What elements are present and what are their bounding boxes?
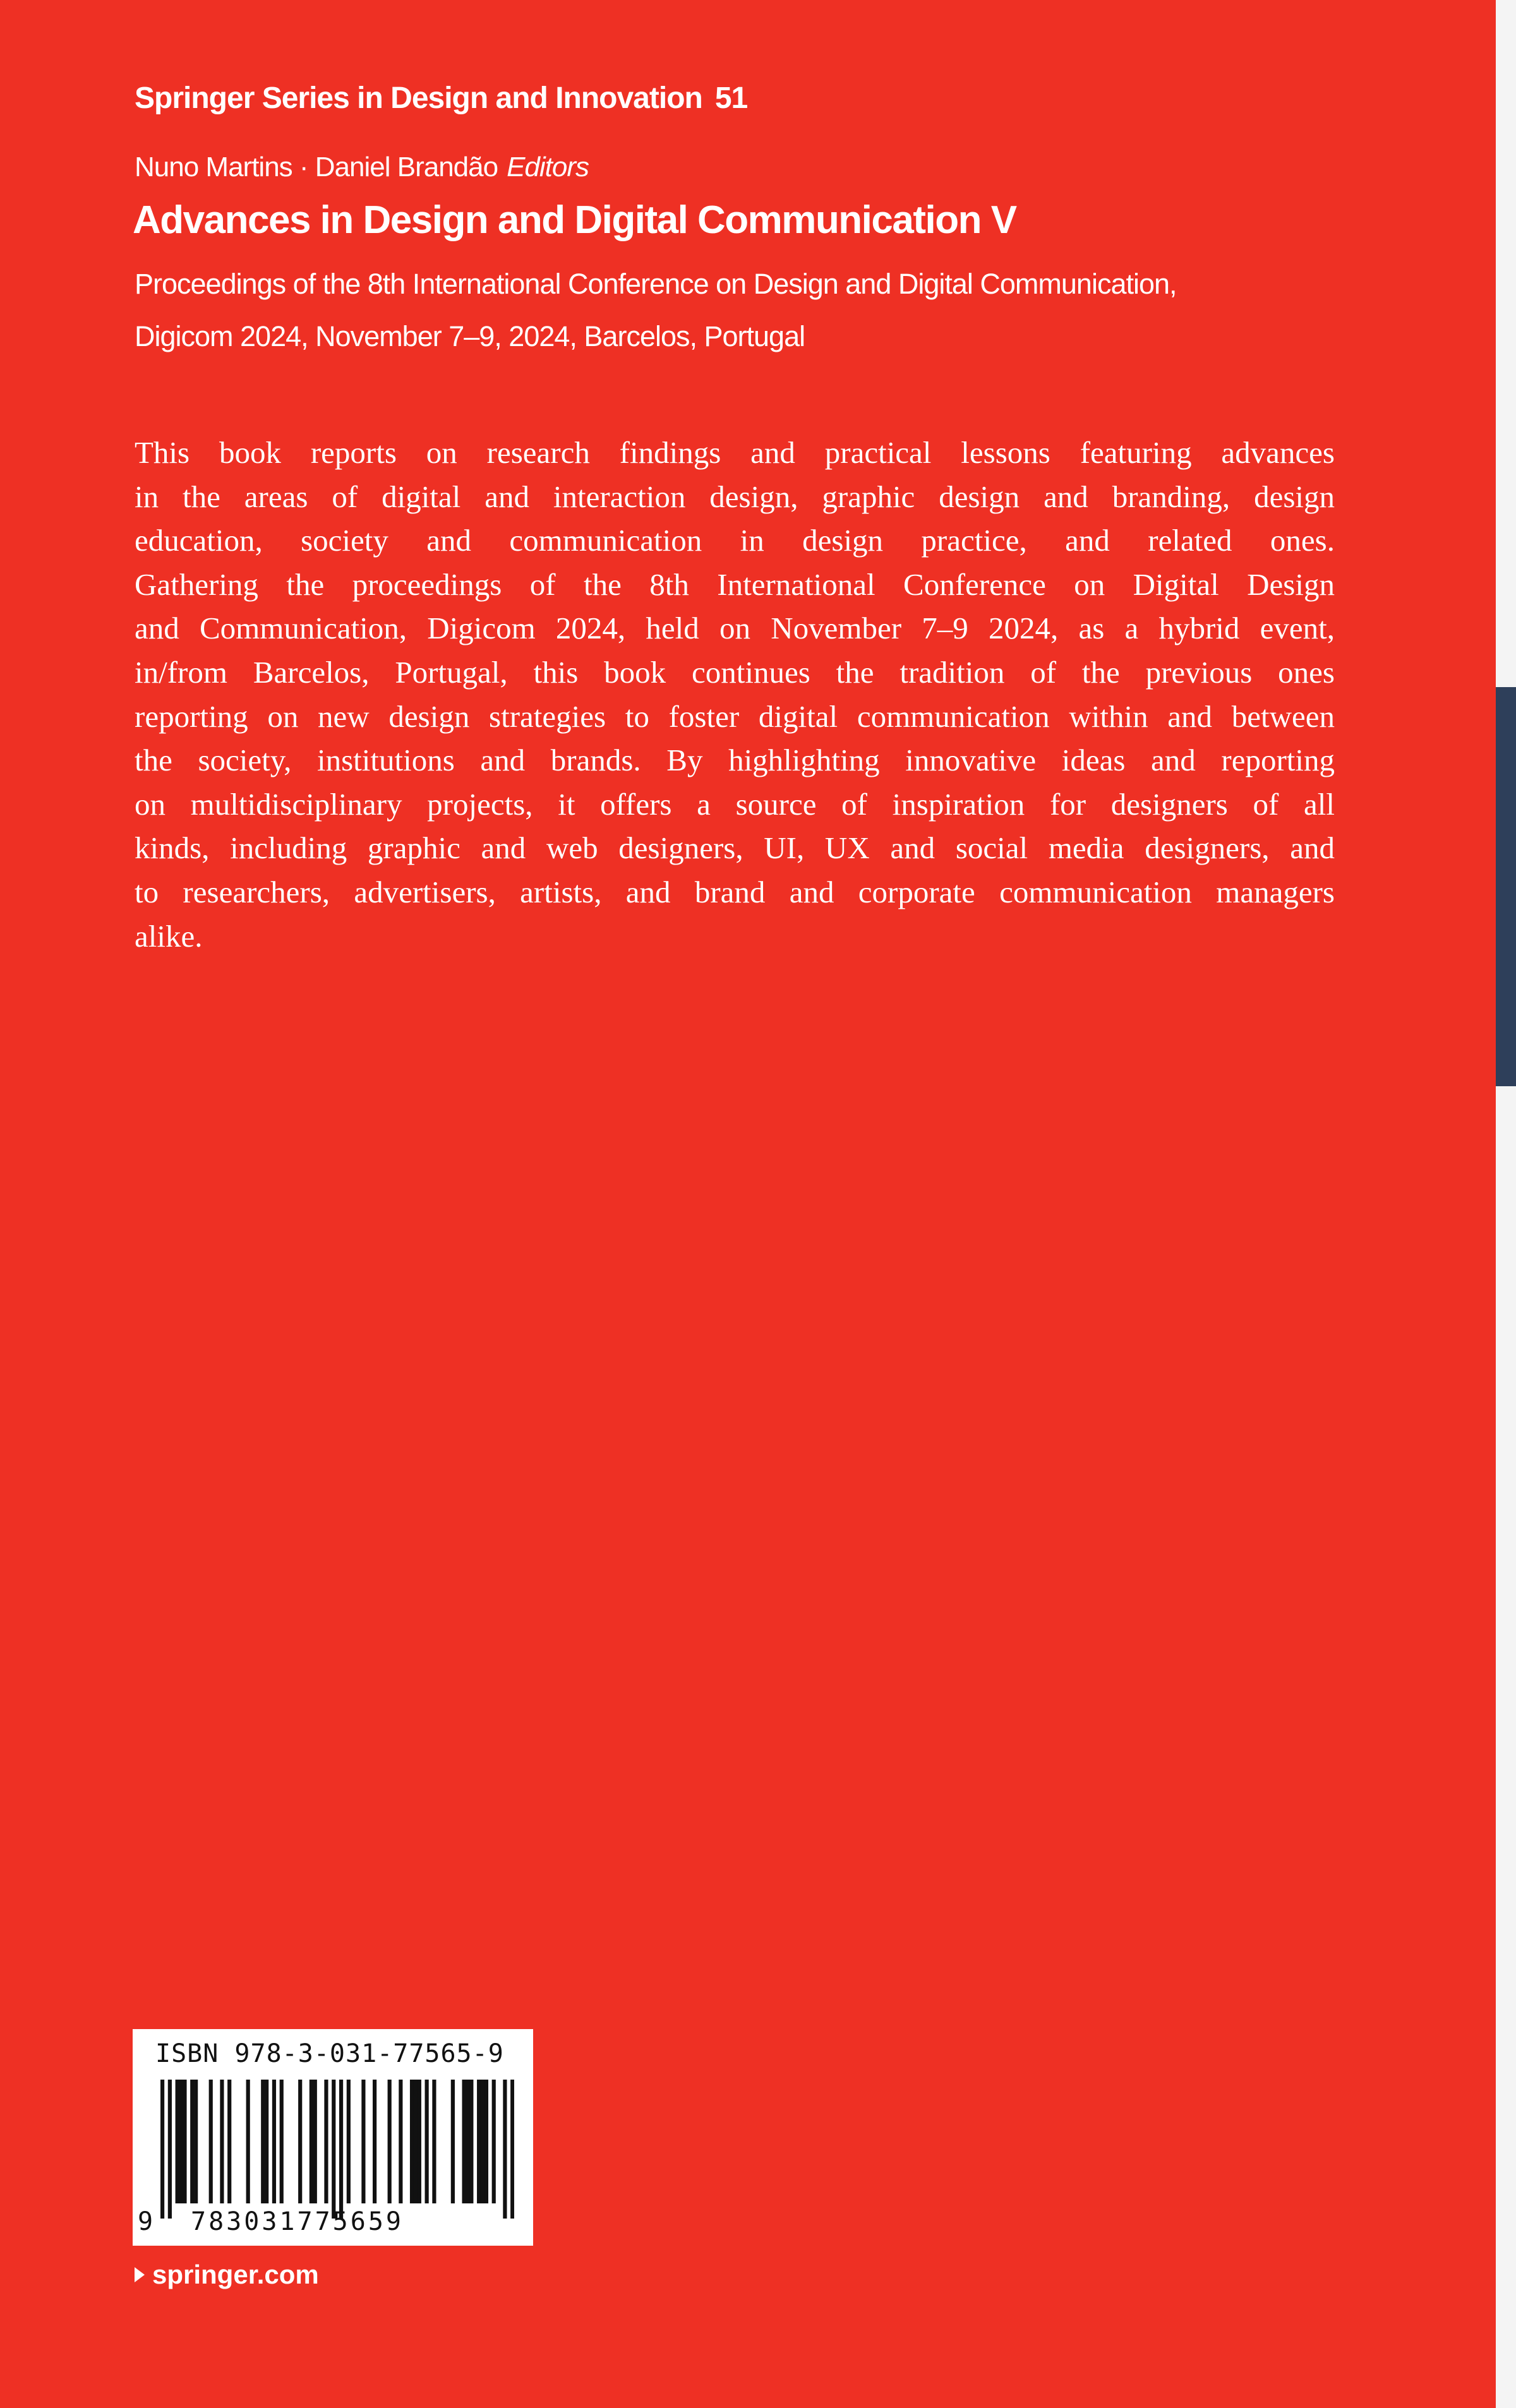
book-title: Advances in Design and Digital Communication V [133,198,1016,242]
barcode-bar [313,2080,317,2203]
abstract-line: Gathering the proceedings of the 8th International Conference on Digital Design [135,566,1335,602]
barcode-bar [361,2080,365,2203]
editors-line [135,152,1208,183]
abstract-line: reporting on new design strategies to foster digital communication within and between [135,698,1335,734]
barcode-bar [462,2080,466,2203]
barcode-bar [399,2080,402,2203]
editors-role: Editors [507,152,589,183]
barcode-bar [469,2080,473,2203]
barcode-bar [477,2080,481,2203]
barcode-bar [183,2080,186,2203]
abstract-line: alike. [135,918,203,954]
barcode-bar [324,2080,328,2203]
barcode-bar [503,2080,507,2219]
isbn-barcode-box [133,2029,533,2246]
series-name: Springer Series in Design and Innovation [135,81,702,115]
barcode-bar [466,2080,469,2203]
barcode-bar [425,2080,429,2203]
barcode-bar [414,2080,418,2203]
barcode-bar [179,2080,183,2203]
barcode-bar [484,2080,488,2203]
barcode-bar [265,2080,268,2203]
barcode-bar [261,2080,265,2203]
abstract-line: on multidisciplinary projects, it offers a source of inspiration for designers of all [135,786,1335,822]
abstract-line: kinds, including graphic and web designers, UI, UX and social media designers, and [135,830,1335,866]
book-abstract [135,431,1335,958]
abstract-line: in/from Barcelos, Portugal, this book continues the tradition of the previous ones [135,654,1335,690]
barcode-bar [272,2080,276,2203]
abstract-line: in the areas of digital and interaction design, graphic design and branding, design [135,479,1335,514]
barcode-bar [492,2080,496,2203]
subtitle-line: Proceedings of the 8th International Conference on Design and Digital Communication, [135,268,1177,300]
barcode-bar [451,2080,455,2203]
barcode-bar [280,2080,284,2203]
publisher-website[interactable] [135,2260,319,2290]
barcode-bar [310,2080,313,2203]
spine-edge [1496,0,1516,2408]
abstract-line: This book reports on research findings and practical lessons featuring advances [135,435,1335,470]
barcode-bar [481,2080,484,2203]
editor-names: Nuno Martins · Daniel Brandão [135,152,498,183]
barcode-bar [339,2080,343,2219]
barcode-bar [227,2080,231,2203]
barcode-bar [347,2080,351,2203]
barcode-bar [418,2080,421,2203]
subtitle-line: Digicom 2024, November 7–9, 2024, Barcelos, Portugal [135,320,805,352]
ean-first-digit: 9 [138,2207,153,2236]
barcode-bar [388,2080,392,2203]
abstract-line: and Communication, Digicom 2024, held on November 7–9 2024, as a hybrid event, [135,611,1335,646]
abstract-line: to researchers, advertisers, artists, and brand and corporate communication managers [135,874,1335,909]
series-volume: 51 [714,81,748,115]
barcode-bar [332,2080,335,2219]
barcode-bar [220,2080,224,2203]
barcode-bar [410,2080,414,2203]
barcode-bar [190,2080,194,2203]
barcode-bar [168,2080,172,2219]
barcode-bar [194,2080,198,2203]
barcode-bar [246,2080,250,2203]
barcode-bar [209,2080,213,2203]
abstract-line: the society, institutions and brands. By highlighting innovative ideas and reporting [135,743,1335,778]
barcode-bar [510,2080,514,2219]
barcode-bar [298,2080,302,2203]
series-line [135,81,1208,116]
spine-accent-bar [1496,687,1516,1086]
arrow-right-icon [135,2267,145,2282]
barcode-bar [176,2080,179,2203]
barcode-image [160,2080,514,2219]
book-subtitle [135,258,1335,362]
ean-digits: 783031775659 [191,2207,404,2236]
website-label: springer.com [152,2260,319,2289]
isbn-label: ISBN 978-3-031-77565-9 [155,2039,504,2068]
barcode-bar [373,2080,376,2203]
barcode-bar [432,2080,436,2203]
abstract-line: education, society and communication in design practice, and related ones. [135,523,1335,558]
barcode-bar [160,2080,164,2219]
